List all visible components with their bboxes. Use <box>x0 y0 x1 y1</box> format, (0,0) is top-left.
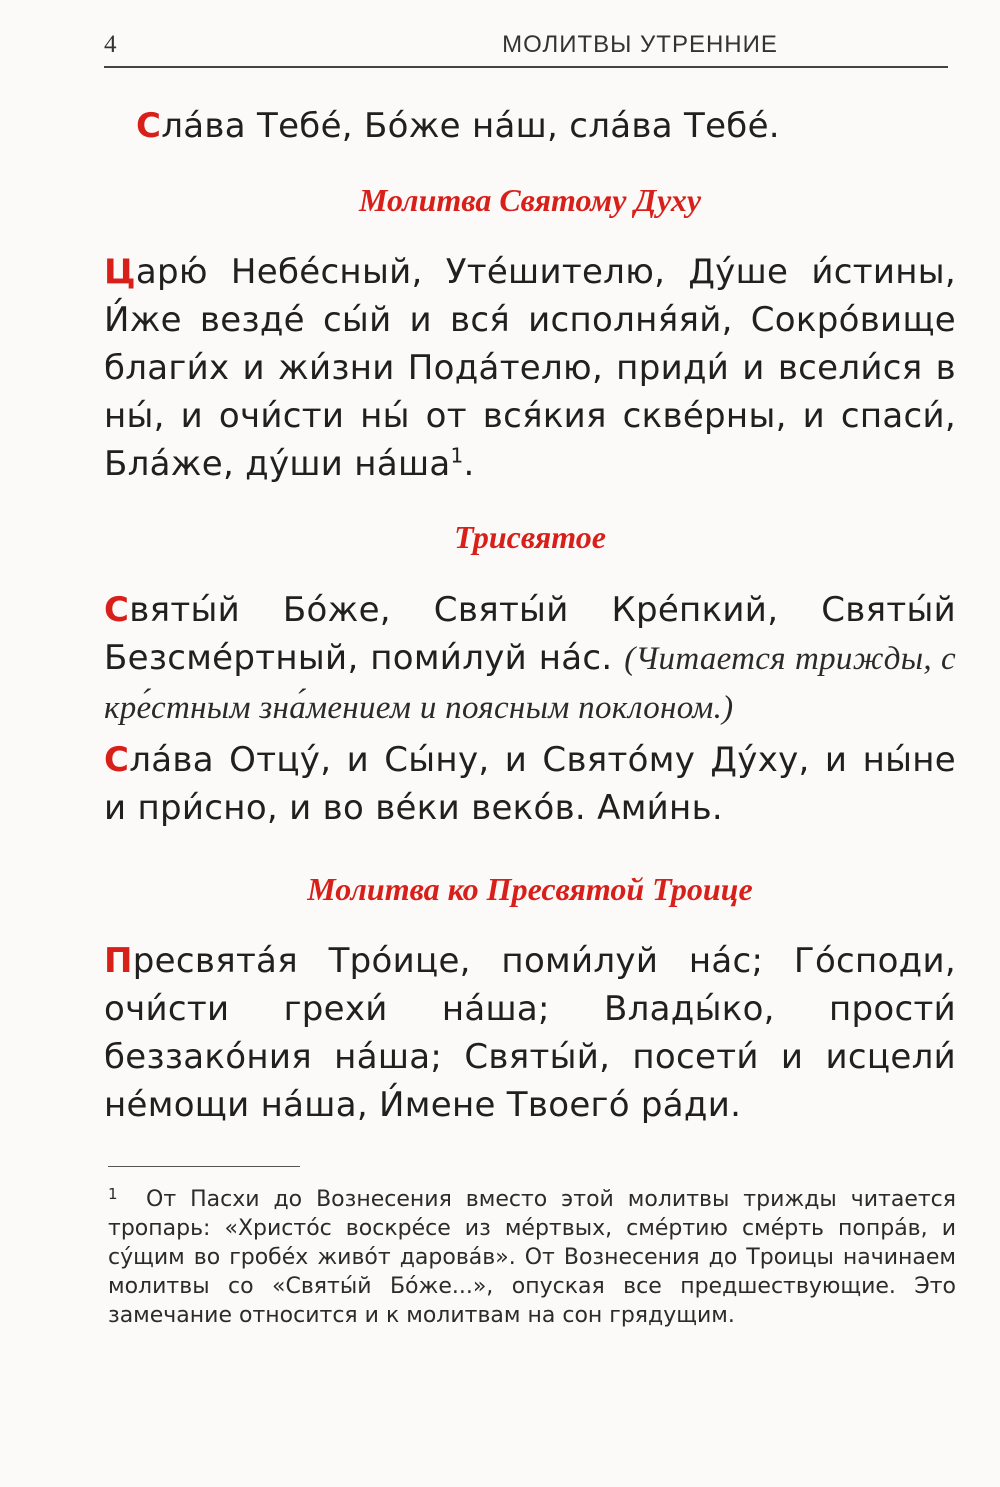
glory-prayer <box>104 102 956 150</box>
red-initial: П <box>104 941 133 981</box>
doxology-prayer <box>104 736 956 832</box>
red-initial: Ц <box>104 252 136 292</box>
footnote-number: 1 <box>108 1185 118 1203</box>
prayer-text: ла́ва Тебе́, Бо́же на́ш, сла́ва Тебе́. <box>161 106 780 146</box>
red-initial: С <box>136 106 162 146</box>
prayer-text-end: . <box>463 444 475 484</box>
section-title: Трисвятое <box>454 519 606 555</box>
prayer-text: вяты́й Бо́же, Святы́й Кре́пкий, Святы́й Безсме́ртный, поми́луй на́с. <box>104 590 956 678</box>
section-title: Молитва ко Пресвятой Троице <box>307 871 753 907</box>
page-header <box>104 28 948 68</box>
reading-instruction: (Читается трижды, с кре́стным зна́мением и поясным поклоном.) <box>104 641 956 726</box>
red-initial: С <box>104 590 130 630</box>
page-number: 4 <box>104 31 117 58</box>
prayer-content <box>104 94 956 1129</box>
footnote-divider <box>108 1166 300 1167</box>
prayer-text: ресвята́я Тро́ице, поми́луй на́с; Го́споди, очи́сти грехи́ на́ша; Влады́ко, прости́ беззако́ния на́ша; Святы́й, посети́ и исцели́ не́мощи на́ша, И́мене Твоего́ ра́ди. <box>104 941 956 1125</box>
holy-spirit-prayer <box>104 248 956 488</box>
footnote-text: От Пасхи до Вознесения вместо этой молитвы трижды читается тропарь: «Христо́с воскре́се из ме́ртвых, сме́ртию сме́рть попра́в, и су́щим во гробе́х живо́т дарова́в». От Вознесения до Троицы начинаем молитвы со «Святы́й Бо́же...», опуская все предшествующие. Это замечание относится и к молитвам на сон грядущим. <box>108 1187 956 1328</box>
trinity-prayer <box>104 937 956 1129</box>
prayer-text: ла́ва Отцу́, и Сы́ну, и Свято́му Ду́ху, и ны́не и при́сно, и во ве́ки веко́в. Ами́нь. <box>104 740 956 828</box>
trisagion-prayer <box>104 586 956 732</box>
footnote <box>108 1180 956 1330</box>
section-title: Молитва Святому Духу <box>358 182 702 218</box>
prayer-text: арю́ Небе́сный, Уте́шителю, Ду́ше и́стины, И́же везде́ сы́й и вся́ исполня́яй, Сокро́вище благи́х и жи́зни Пода́телю, приди́ и всели́ся в ны́, и очи́сти ны́ от вся́кия скве́рны, и спаси́, Бла́же, ду́ши на́ша <box>104 252 956 484</box>
footnote-reference: 1 <box>450 443 464 468</box>
red-initial: С <box>104 740 130 780</box>
running-head: МОЛИТВЫ УТРЕННИЕ <box>502 31 778 58</box>
